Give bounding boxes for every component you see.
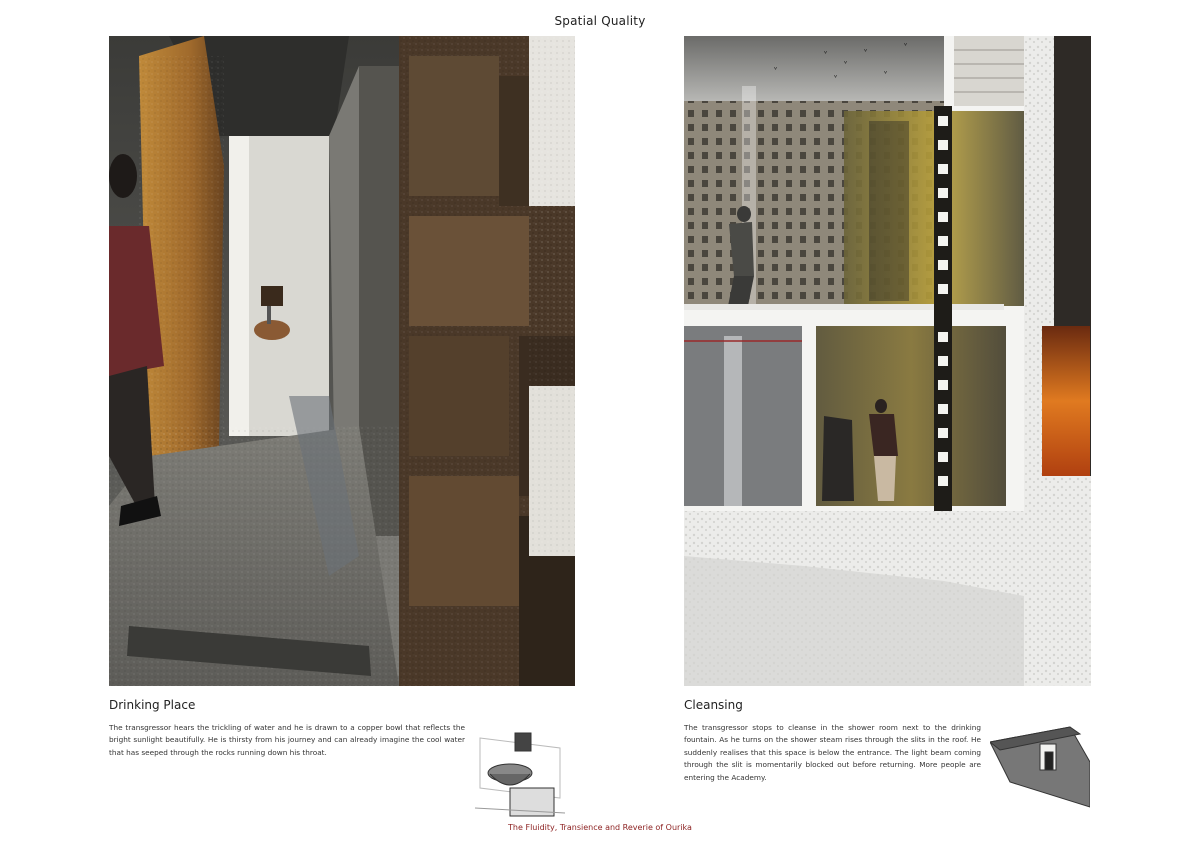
svg-text:ᵛ: ᵛ xyxy=(834,73,838,82)
page-title: Spatial Quality xyxy=(554,14,646,28)
cleansing-illustration xyxy=(684,36,1091,686)
drinking-place-text: The transgressor hears the trickling of water and he is drawn to a copper bowl that reflects the bright sunlight beautifully. He is thirsty from his journey and can already imagine the cool water that has seeped through the rocks running down his throat. xyxy=(109,723,465,757)
bowl-sketch xyxy=(470,718,570,822)
footer-project-title: The Fluidity, Transience and Reverie of Ourika xyxy=(508,823,692,832)
svg-text:ᵛ: ᵛ xyxy=(864,47,868,56)
drinking-place-heading: Drinking Place xyxy=(109,698,196,712)
drinking-place-render xyxy=(109,36,575,686)
svg-text:ᵛ: ᵛ xyxy=(844,59,848,68)
slit-sketch xyxy=(990,722,1090,816)
cleansing-heading: Cleansing xyxy=(684,698,743,712)
svg-text:ᵛ: ᵛ xyxy=(884,69,888,78)
svg-text:ᵛ: ᵛ xyxy=(774,65,778,74)
svg-text:ᵛ: ᵛ xyxy=(904,41,908,50)
svg-text:ᵛ: ᵛ xyxy=(824,49,828,58)
drinking-place-illustration xyxy=(109,36,575,686)
cleansing-text: The transgressor stops to cleanse in the shower room next to the drinking fountain. As he turns on the shower steam rises through the slits in the roof. He suddenly realises that this space is below the entrance. The light beam coming through the slit is momentarily blocked out before returning. More people are entering the Academy. xyxy=(684,723,981,782)
cleansing-render xyxy=(684,36,1091,686)
